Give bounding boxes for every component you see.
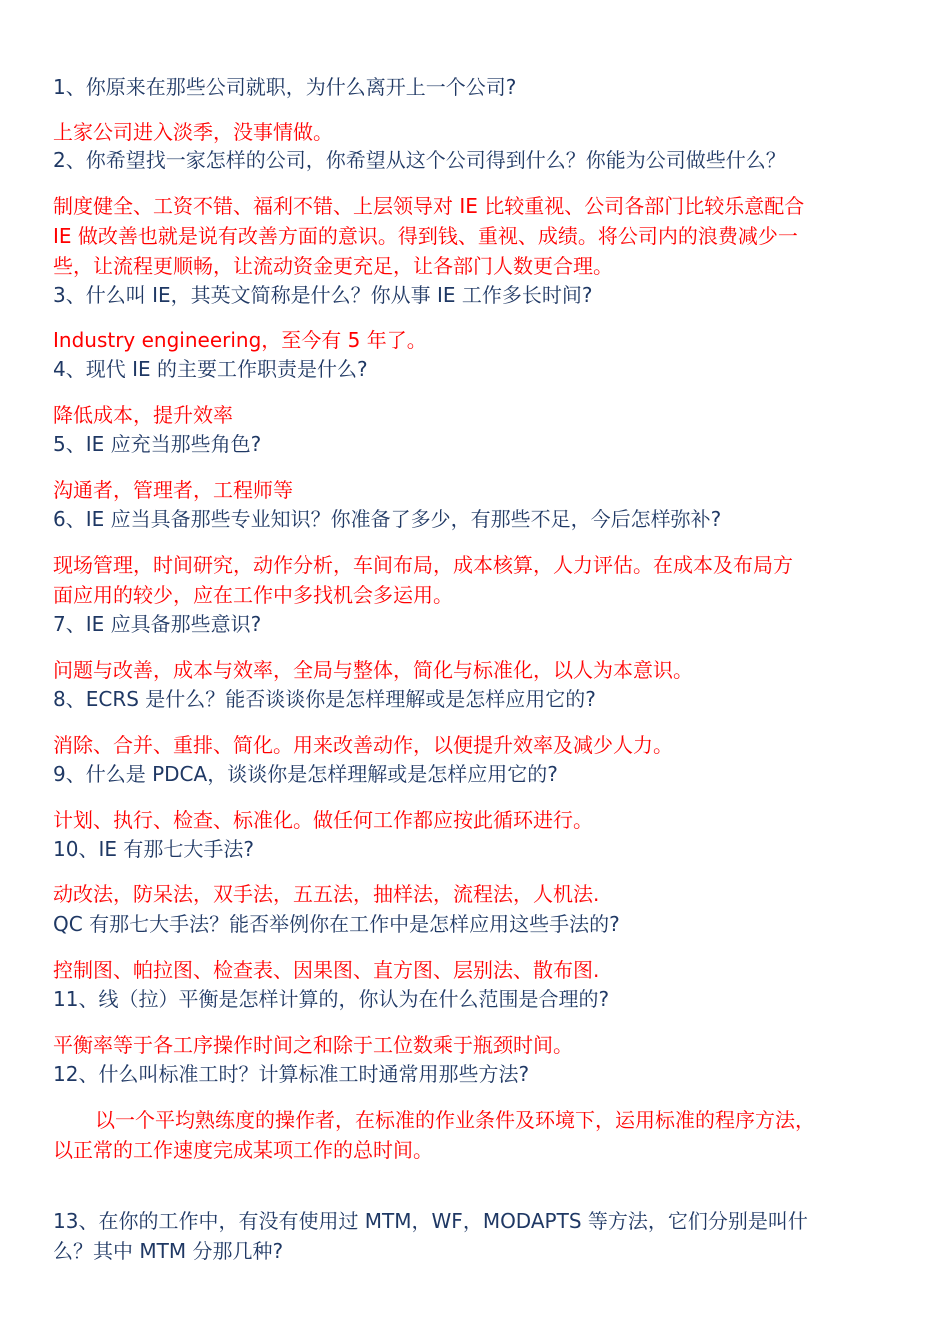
question-1: 1、你原来在那些公司就职，为什么离开上一个公司?: [53, 75, 517, 99]
answer-4: 降低成本，提升效率: [53, 403, 233, 427]
answer-3: Industry engineering，至今有 5 年了。: [53, 328, 427, 352]
answer-qc: 控制图、帕拉图、检查表、因果图、直方图、层别法、散布图.: [53, 958, 600, 982]
answer-6-line-2: 面应用的较少，应在工作中多找机会多运用。: [53, 583, 453, 607]
answer-8: 消除、合并、重排、简化。用来改善动作，以便提升效率及减少人力。: [53, 733, 673, 757]
answer-2-line-3: 些，让流程更顺畅，让流动资金更充足，让各部门人数更合理。: [53, 254, 613, 278]
question-8: 8、ECRS 是什么？能否谈谈你是怎样理解或是怎样应用它的?: [53, 687, 596, 711]
question-3: 3、什么叫 IE，其英文简称是什么？你从事 IE 工作多长时间?: [53, 283, 593, 307]
answer-9: 计划、执行、检查、标准化。做任何工作都应按此循环进行。: [53, 808, 593, 832]
answer-7: 问题与改善，成本与效率，全局与整体，简化与标准化，以人为本意识。: [53, 658, 693, 682]
answer-5: 沟通者，管理者，工程师等: [53, 478, 293, 502]
answer-1: 上家公司进入淡季，没事情做。: [53, 120, 333, 144]
question-13-line-1: 13、在你的工作中，有没有使用过 MTM，WF，MODAPTS 等方法，它们分别是叫什: [53, 1209, 808, 1233]
question-7: 7、IE 应具备那些意识?: [53, 612, 262, 636]
question-5: 5、IE 应充当那些角色?: [53, 432, 262, 456]
question-11: 11、线（拉）平衡是怎样计算的，你认为在什么范围是合理的?: [53, 987, 610, 1011]
question-13-line-2: 么？其中 MTM 分那几种?: [53, 1239, 284, 1263]
answer-12-line-2: 以正常的工作速度完成某项工作的总时间。: [53, 1138, 433, 1162]
question-4: 4、现代 IE 的主要工作职责是什么?: [53, 357, 368, 381]
question-6: 6、IE 应当具备那些专业知识？你准备了多少，有那些不足，今后怎样弥补?: [53, 507, 722, 531]
question-2: 2、你希望找一家怎样的公司，你希望从这个公司得到什么？你能为公司做些什么？: [53, 148, 786, 172]
answer-2-line-1: 制度健全、工资不错、福利不错、上层领导对 IE 比较重视、公司各部门比较乐意配合: [53, 194, 805, 218]
answer-11: 平衡率等于各工序操作时间之和除于工位数乘于瓶颈时间。: [53, 1033, 573, 1057]
answer-2-line-2: IE 做改善也就是说有改善方面的意识。得到钱、重视、成绩。将公司内的浪费减少一: [53, 224, 798, 248]
question-10: 10、IE 有那七大手法?: [53, 837, 254, 861]
question-9: 9、什么是 PDCA，谈谈你是怎样理解或是怎样应用它的?: [53, 762, 558, 786]
answer-6-line-1: 现场管理，时间研究，动作分析，车间布局，成本核算，人力评估。在成本及布局方: [53, 553, 793, 577]
question-12: 12、什么叫标准工时？计算标准工时通常用那些方法?: [53, 1062, 530, 1086]
answer-12-line-1: 以一个平均熟练度的操作者，在标准的作业条件及环境下，运用标准的程序方法，: [95, 1108, 815, 1132]
answer-10: 动改法，防呆法，双手法，五五法，抽样法，流程法，人机法.: [53, 882, 600, 906]
question-qc: QC 有那七大手法？能否举例你在工作中是怎样应用这些手法的?: [53, 912, 620, 936]
